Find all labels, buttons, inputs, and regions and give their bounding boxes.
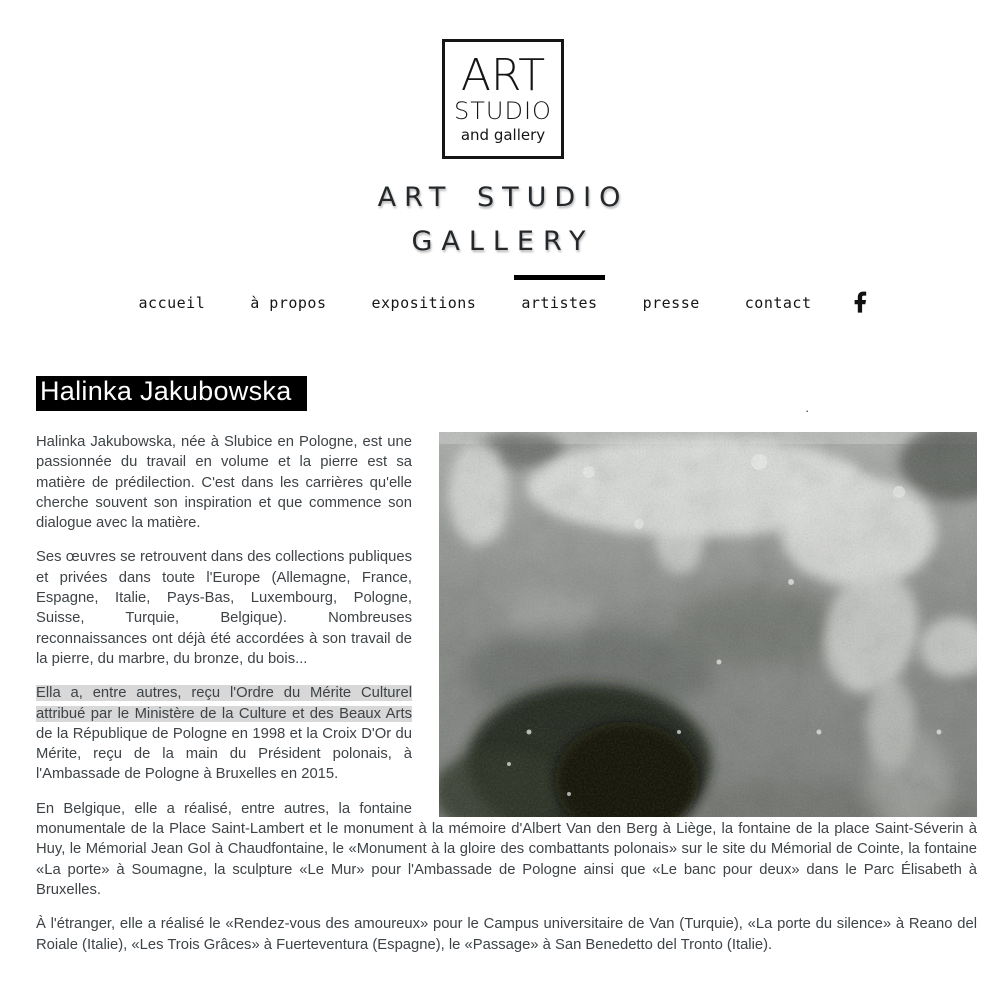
title-row (36, 376, 977, 411)
bio-paragraph-4: En Belgique, elle a réalisé, entre autres, la fontaine monumentale de la Place Saint-Lambert et le monument à la mémoire d'Albert Van den Berg à Liège, la fontaine de la place Saint-Séverin à Huy, le Mémorial Jean Gol à Chaudfontaine, le «Monument à la gloire des combattants polonais» sur le site du Mémorial de Cointe, la fontaine «La porte» à Soumagne, la sculpture «Le Mur» pour l'Ambassade de Pologne ainsi que «Le banc pour deux» dans le Parc Élisabeth à Bruxelles. (36, 800, 977, 898)
logo-word-studio: STUDIO (454, 97, 552, 125)
logo-word-and-gallery: and gallery (460, 126, 546, 145)
bio-paragraph-2: Ses œuvres se retrouvent dans des collections publiques et privées dans toute l'Europe (Allemagne, France, Espagne, Italie, Pays-Bas, Luxembourg, Pologne, Suisse, Turquie, Belgique). Nombreuses reconnaissances ont déjà été accordées à son travail de la pierre, du marbre, du bronze, du bois... (36, 549, 412, 667)
nav-item-contact[interactable]: contact (744, 294, 812, 312)
nav-item-artistes[interactable]: artistes (521, 294, 598, 312)
nav-item-accueil[interactable]: accueil (138, 294, 206, 312)
site-title-line1: ART STUDIO (377, 182, 629, 213)
site-header (0, 39, 1006, 257)
art-studio-logo (442, 39, 564, 159)
bio-paragraph-5: À l'étranger, elle a réalisé le «Rendez-vous des amoureux» pour le Campus universitaire de Van (Turquie), «La porte du silence» à Reano del Roiale (Italie), «Les Trois Grâces» à Fuerteventura (Espagne), le «Passage» à San Benedetto del Tronto (Italie). (36, 916, 977, 953)
highlighted-text: Ella a, entre autres, reçu l'Ordre du Mérite Culturel attribué par le Ministère de la Culture et des Beaux Arts (36, 685, 412, 722)
nav-item-presse[interactable]: presse (642, 294, 700, 312)
artist-article (36, 376, 977, 992)
bio-paragraph-1: Halinka Jakubowska, née à Slubice en Pologne, est une passionnée du travail en volume et la pierre est sa matière de prédilection. C'est dans les carrières qu'elle cherche souvent son inspiration et que commence son dialogue avec la matière. (36, 434, 412, 532)
logo-word-art: ART (460, 50, 546, 101)
nav-item-expositions[interactable]: expositions (371, 294, 477, 312)
nav-item-a-propos[interactable]: à propos (250, 294, 327, 312)
page-title: Halinka Jakubowska (36, 376, 307, 411)
stray-period-mark: . (805, 400, 809, 415)
facebook-icon[interactable] (853, 291, 867, 313)
bio-paragraph-3-rest: de la République de Pologne en 1998 et la Croix D'Or du Mérite, reçu de la main du Président polonais, à l'Ambassade de Pologne à Bruxelles en 2015. (36, 725, 412, 783)
main-nav (0, 291, 1006, 313)
artwork-photo (439, 432, 977, 817)
site-title-line2: GALLERY (411, 226, 595, 257)
